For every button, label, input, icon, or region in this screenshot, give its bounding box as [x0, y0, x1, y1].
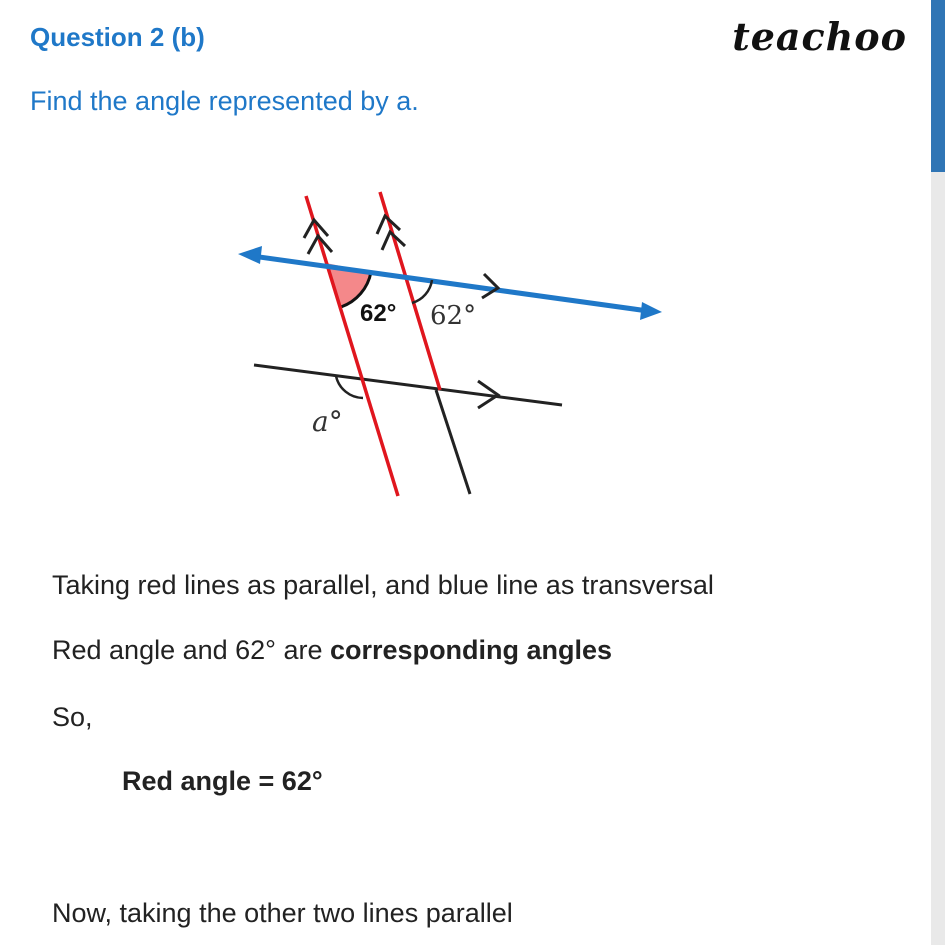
black-transversal-tail	[436, 390, 470, 494]
solution-line-3: So,	[52, 702, 93, 732]
red-line-left	[306, 196, 398, 496]
question-label: Question 2 (b)	[30, 22, 205, 52]
red-angle-label: 62°	[360, 300, 397, 327]
solution-line-2-text: Red angle and 62° are	[52, 635, 331, 665]
unknown-angle-label: a°	[312, 405, 343, 438]
corresponding-angles-text: corresponding angles	[330, 635, 613, 665]
given-angle-label: 62°	[430, 301, 477, 331]
solution-result: Red angle = 62°	[122, 766, 323, 796]
question-text: Find the angle represented by a.	[30, 86, 419, 116]
given-angle-arc	[412, 280, 432, 303]
double-arrow-left-icon	[304, 220, 332, 254]
double-arrow-right-icon	[377, 216, 405, 250]
blue-arrow-right-icon	[640, 302, 662, 320]
solution-line-1: Taking red lines as parallel, and blue line as transversal	[52, 570, 714, 600]
black-parallel-line	[254, 365, 562, 405]
blue-arrow-left-icon	[238, 246, 262, 264]
teachoo-logo: teachoo	[732, 14, 907, 59]
solution-line-5: Now, taking the other two lines parallel	[52, 898, 513, 928]
solution-line-2	[52, 635, 612, 666]
